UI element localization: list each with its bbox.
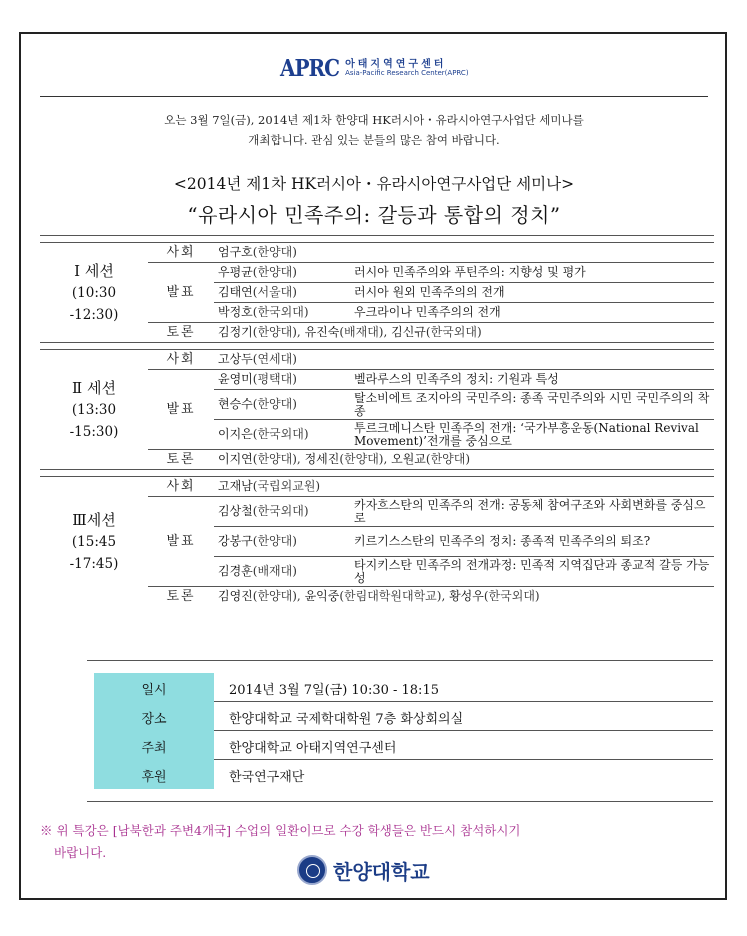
session-time-start: (15:45 (71, 533, 117, 550)
presenter-label: 발표 (148, 497, 214, 587)
info-row-sponsor (87, 760, 713, 789)
presenter-label: 발표 (148, 370, 214, 450)
session-time-end: -12:30) (69, 306, 119, 323)
university-seal-icon (297, 855, 327, 885)
info-value: 한양대학교 국제학대학원 7층 화상회의실 (229, 712, 464, 727)
sessions-table (40, 235, 714, 607)
university-name: 한양대학교 (333, 859, 430, 884)
presentation-topic: 우크라이나 민족주의의 전개 (350, 303, 714, 323)
header (40, 50, 708, 97)
intro-line-2: 개최합니다. 관심 있는 분들의 많은 참여 바랍니다. (248, 133, 500, 147)
discussant-label: 토론 (166, 325, 196, 340)
seminar-title: “유라시아 민족주의: 갈등과 통합의 정치” (187, 203, 561, 227)
presenter-name: 현승수(한양대) (214, 390, 350, 420)
presenter-name: 이지은(한국외대) (214, 420, 350, 450)
note-line-2: 바랍니다. (54, 845, 107, 860)
presentation-topic: 러시아 민족주의와 푸틴주의: 지향성 및 평가 (350, 263, 714, 283)
session-3-label (40, 477, 148, 607)
chair-name: 엄구호(한양대) (214, 243, 714, 263)
event-info (87, 660, 713, 802)
info-value: 2014년 3월 7일(금) 10:30 - 18:15 (229, 683, 439, 698)
session-name: I 세션 (74, 261, 114, 280)
intro-line-1: 오는 3월 7일(금), 2014년 제1차 한양대 HK러시아・유라시아연구사업단 세미나를 (164, 113, 584, 127)
logo-korean: 아태지역연구센터 (345, 58, 447, 70)
table-separator (40, 470, 714, 477)
chair-name: 고재남(국립외교원) (214, 477, 714, 497)
presentation-topic: 키르기스스탄의 민족주의 정치: 종족적 민족주의의 퇴조? (350, 527, 714, 557)
discussants: 김정기(한양대), 유진숙(배재대), 김신규(한국외대) (218, 325, 482, 339)
presenter-name: 김태연(서울대) (214, 283, 350, 303)
presentation-topic: 카자흐스탄의 민족주의 전개: 공동체 참여구조와 사회변화를 중심으로 (350, 497, 714, 527)
table-separator (40, 236, 714, 243)
logo-mark: APRC (280, 54, 340, 82)
presenter-name: 우평균(한양대) (214, 263, 350, 283)
intro-text (40, 110, 708, 150)
info-key: 장소 (141, 712, 167, 727)
discussant-label: 토론 (166, 589, 196, 605)
info-key: 후원 (141, 770, 167, 785)
session-time-end: -15:30) (69, 423, 119, 440)
presentation-topic: 러시아 원외 민족주의의 전개 (350, 283, 714, 303)
presentation-topic: 벨라루스의 민족주의 정치: 기원과 특성 (350, 370, 714, 390)
chair-name: 고상두(연세대) (214, 350, 714, 370)
info-value: 한국연구재단 (229, 770, 305, 785)
session-name: Ⅲ세션 (72, 510, 116, 529)
presenter-name: 김상철(한국외대) (214, 497, 350, 527)
chair-label: 사회 (148, 243, 214, 263)
info-row-venue (87, 702, 713, 731)
discussants: 김영진(한양대), 윤익중(한림대학원대학교), 황성우(한국외대) (218, 589, 540, 604)
seminar-subtitle: <2014년 제1차 HK러시아・유라시아연구사업단 세미나> (173, 175, 575, 193)
presenter-name: 강봉구(한양대) (214, 527, 350, 557)
presenter-name: 박정호(한국외대) (214, 303, 350, 323)
session-time-end: -17:45) (69, 555, 119, 572)
session-1-label (40, 243, 148, 343)
logo-english: Asia-Pacific Research Center(APRC) (345, 68, 469, 77)
session-time-start: (10:30 (71, 284, 117, 301)
presenter-name: 김경훈(배재대) (214, 557, 350, 587)
session-time-start: (13:30 (71, 401, 117, 418)
discussants: 이지연(한양대), 정세진(한양대), 오원교(한양대) (218, 452, 471, 466)
session-name: Ⅱ 세션 (72, 378, 116, 397)
presentation-topic: 타지키스탄 민족주의 전개과정: 민족적 지역집단과 종교적 갈등 가능성 (350, 557, 714, 587)
info-row-host (87, 731, 713, 760)
presenter-name: 윤영미(평택대) (214, 370, 350, 390)
table-separator (40, 343, 714, 350)
session-2-label (40, 350, 148, 470)
discussant-label: 토론 (166, 452, 196, 467)
note-line-1: ※ 위 특강은 [남북한과 주변4개국] 수업의 일환이므로 수강 학생들은 반드시 참석하시기 (40, 823, 521, 838)
presenter-label: 발표 (148, 263, 214, 323)
aprc-logo (280, 56, 469, 80)
info-row-date (87, 673, 713, 702)
university-logo (297, 855, 430, 885)
chair-label: 사회 (148, 477, 214, 497)
info-key: 주최 (141, 741, 167, 756)
chair-label: 사회 (148, 350, 214, 370)
info-value: 한양대학교 아태지역연구센터 (229, 741, 397, 756)
presentation-topic: 탈소비에트 조지아의 국민주의: 종족 국민주의와 시민 국민주의의 착종 (350, 390, 714, 420)
info-key: 일시 (141, 683, 167, 698)
presentation-topic: 투르크메니스탄 민족주의 전개: ‘국가부흥운동(National Revival Movement)’전개를 중심으로 (350, 420, 714, 450)
